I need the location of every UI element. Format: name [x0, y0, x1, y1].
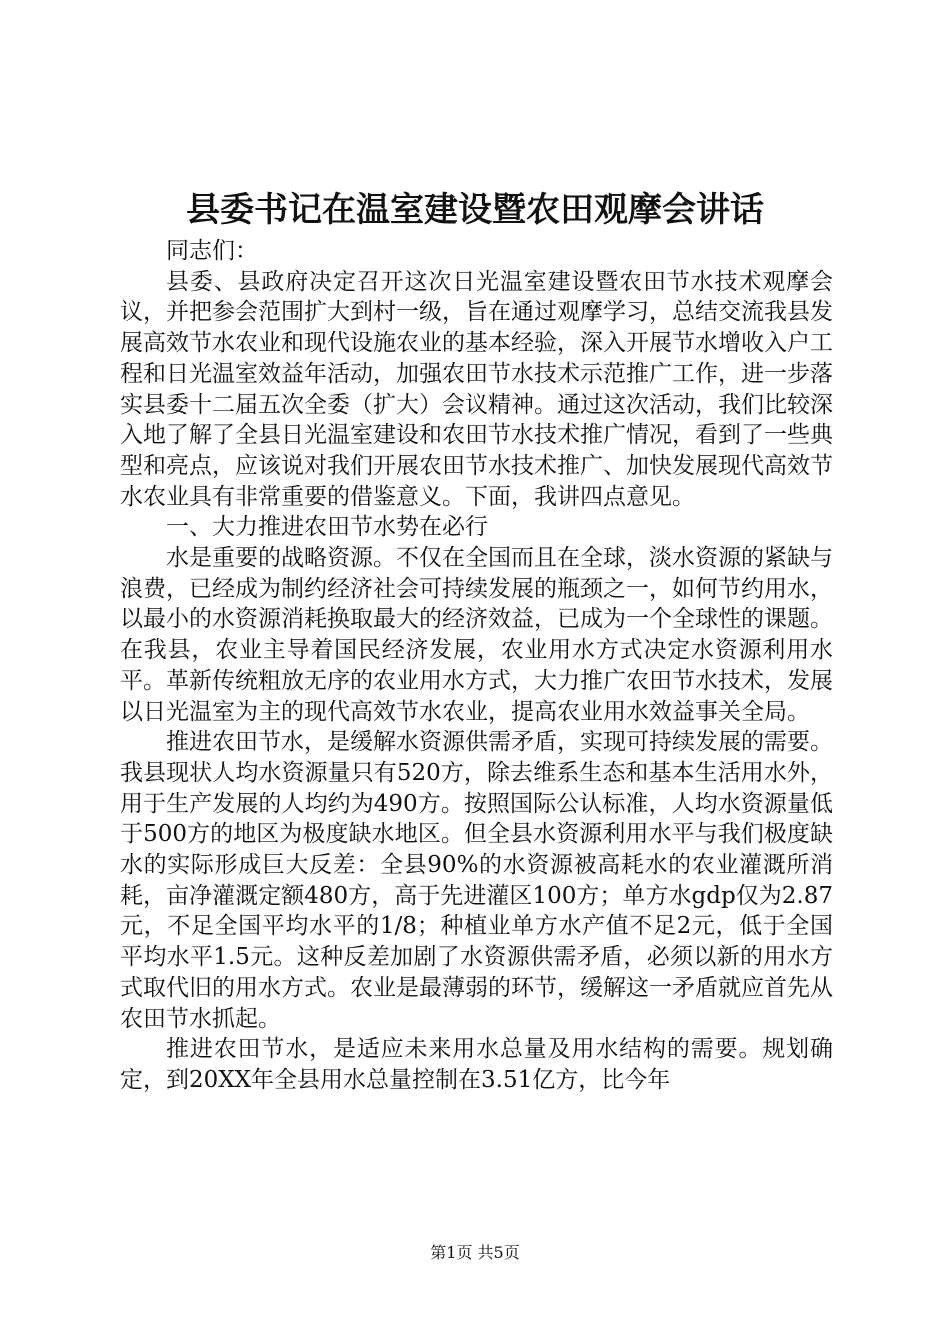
section-heading: 一、大力推进农田节水势在必行 — [166, 514, 488, 541]
page-number-footer: 第1页 共5页 — [430, 1243, 520, 1262]
document-body — [120, 236, 833, 1096]
salutation-paragraph: 同志们： — [166, 238, 258, 264]
document-title: 县委书记在温室建设暨农田观摩会讲话 — [186, 190, 764, 230]
body-paragraph: 水是重要的战略资源。不仅在全国而且在全球，淡水资源的紧缺与浪费，已经成为制约经济社会可持续发展的瓶颈之一，如何节约用水，以最小的水资源消耗换取最大的经济效益，已成为一个全球性的课题。在我县，农业主导着国民经济发展，农业用水方式决定水资源利用水平。革新传统粗放无序的农业用水方式，大力推广农田节水技术，发展以日光温室为主的现代高效节水农业，提高农业用水效益事关全局。 — [120, 545, 833, 725]
body-paragraph: 推进农田节水，是适应未来用水总量及用水结构的需要。规划确定，到20XX年全县用水总量控制在3.51亿方，比今年 — [120, 1036, 833, 1093]
body-paragraph: 推进农田节水，是缓解水资源供需矛盾，实现可持续发展的需要。我县现状人均水资源量只有520方，除去维系生态和基本生活用水外，用于生产发展的人均约为490方。按照国际公认标准，人均水资源量低于500方的地区为极度缺水地区。但全县水资源利用水平与我们极度缺水的实际形成巨大反差：全县90%的水资源被高耗水的农业灌溉所消耗，亩净灌溉定额480方，高于先进灌区100方；单方水gdp仅为2.87元，不足全国平均水平的1/8；种植业单方水产值不足2元，低于全国平均水平1.5元。这种反差加剧了水资源供需矛盾，必须以新的用水方式取代旧的用水方式。农业是最薄弱的环节，缓解这一矛盾就应首先从农田节水抓起。 — [120, 729, 833, 1032]
body-paragraph: 县委、县政府决定召开这次日光温室建设暨农田节水技术观摩会议，并把参会范围扩大到村一级，旨在通过观摩学习，总结交流我县发展高效节水农业和现代设施农业的基本经验，深入开展节水增收入户工程和日光温室效益年活动，加强农田节水技术示范推广工作，进一步落实县委十二届五次全委（扩大）会议精神。通过这次活动，我们比较深入地了解了全县日光温室建设和农田节水技术推广情况，看到了一些典型和亮点，应该说对我们开展农田节水技术推广、加快发展现代高效节水农业具有非常重要的借鉴意义。下面，我讲四点意见。 — [120, 268, 833, 510]
